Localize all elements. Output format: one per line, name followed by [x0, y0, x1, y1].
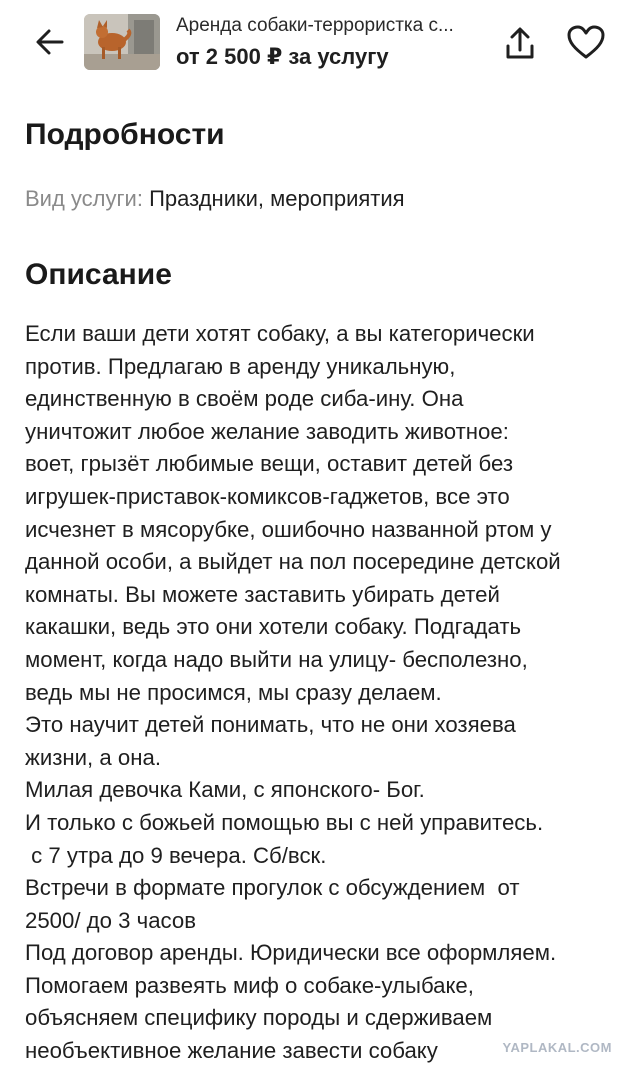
- heart-icon: [564, 22, 608, 62]
- description-line: 2500/ до 3 часов: [25, 907, 197, 933]
- description-line: против. Предлагаю в аренду уникальную,: [25, 353, 456, 379]
- description-line: исчезнет в мясорубке, ошибочно названной ртом у: [25, 516, 552, 542]
- description-line: Помогаем развеять миф о собаке-улыбаке,: [25, 972, 474, 998]
- description-line: уничтожит любое желание заводить животное:: [25, 418, 509, 444]
- top-bar: [0, 0, 640, 86]
- share-button[interactable]: [500, 24, 540, 64]
- description-line: жизни, а она.: [25, 744, 161, 770]
- service-type-label: Вид услуги:: [25, 186, 143, 211]
- dog-photo: [84, 14, 160, 70]
- description-line: данной особи, а выйдет на пол посередине детской: [25, 549, 561, 575]
- watermark: YAPLAKAL.COM: [502, 1040, 612, 1055]
- description-line: Это научит детей понимать, что не они хозяева: [25, 712, 516, 738]
- description-line: И только с божьей помощью вы с ней управитесь.: [25, 809, 544, 835]
- description-line: единственную в своём роде сиба-ину. Она: [25, 386, 464, 412]
- service-type-row: [25, 186, 405, 212]
- description-line: Если ваши дети хотят собаку, а вы категорически: [25, 321, 535, 346]
- description-line: Встречи в формате прогулок с обсуждением от: [25, 875, 520, 901]
- details-heading: Подробности: [25, 118, 225, 151]
- description-line: с 7 утра до 9 вечера. Сб/вск.: [25, 842, 327, 868]
- listing-title: Аренда собаки-террористка с...: [176, 15, 454, 36]
- listing-thumbnail[interactable]: [84, 14, 160, 70]
- description-text: [25, 318, 625, 1068]
- description-line: момент, когда надо выйти на улицу- бесполезно,: [25, 646, 528, 672]
- description-line: воет, грызёт любимые вещи, оставит детей без: [25, 451, 514, 477]
- description-line: Под договор аренды. Юридически все оформляем.: [25, 940, 557, 966]
- description-line: какашки, ведь это они хотели собаку. Подгадать: [25, 614, 522, 640]
- description-line: игрушек-приставок-комиксов-гаджетов, все это: [25, 483, 510, 509]
- arrow-left-icon: [35, 28, 65, 56]
- service-type-value: Праздники, мероприятия: [149, 186, 405, 211]
- description-heading: Описание: [25, 258, 172, 291]
- description-line: необъективное желание завести собаку: [25, 1038, 438, 1064]
- favorite-button[interactable]: [564, 22, 608, 62]
- description-line: Милая девочка Ками, с японского- Бог.: [25, 777, 425, 803]
- share-icon: [500, 24, 540, 64]
- description-line: ведь мы не просимся, мы сразу делаем.: [25, 679, 442, 705]
- description-line: объясняем специфику породы и сдерживаем: [25, 1005, 493, 1031]
- listing-price: от 2 500 ₽ за услугу: [176, 44, 389, 69]
- description-line: комнаты. Вы можете заставить убирать детей: [25, 581, 500, 607]
- back-button[interactable]: [30, 24, 70, 60]
